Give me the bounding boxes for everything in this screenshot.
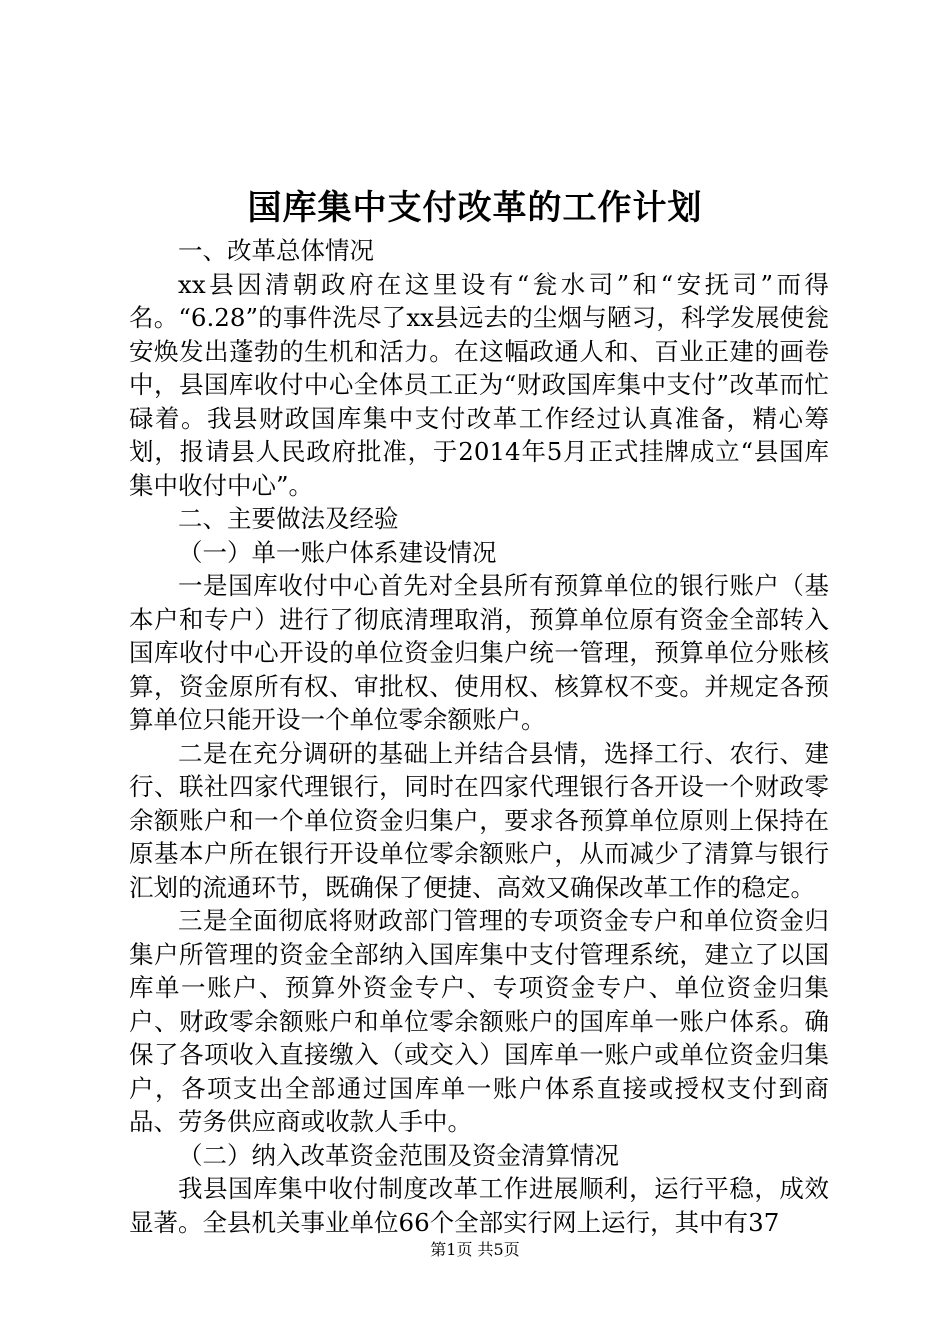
section-heading-1: 一、改革总体情况: [178, 236, 374, 265]
paragraph-progress: 我县国库集中收付制度改革工作进展顺利，运行平稳，成效显著。全县机关事业单位66个全部实行网上运行，其中有37: [129, 1174, 829, 1237]
section-heading-2: 二、主要做法及经验: [178, 504, 399, 533]
paragraph-third-point: 三是全面彻底将财政部门管理的专项资金专户和单位资金归集户所管理的资金全部纳入国库集中支付管理系统，建立了以国库单一账户、预算外资金专户、专项资金专户、单位资金归集户、财政零余额账户和单位零余额账户的国库单一账户体系。确保了各项收入直接缴入（或交入）国库单一账户或单位资金归集户，各项支出全部通过国库单一账户体系直接或授权支付到商品、劳务供应商或收款人手中。: [129, 906, 829, 1136]
page-footer: 第1页 共5页: [430, 1240, 520, 1259]
subsection-heading-1: （一）单一账户体系建设情况: [178, 537, 497, 567]
paragraph-overview: xx县因清朝政府在这里设有“瓮水司”和“安抚司”而得名。“6.28”的事件洗尽了xx县远去的尘烟与陋习，科学发展使瓮安焕发出蓬勃的生机和活力。在这幅政通人和、百业正建的画卷中，县国库收付中心全体员工正为“财政国库集中支付”改革而忙碌着。我县财政国库集中支付改革工作经过认真准备，精心筹划，报请县人民政府批准，于2014年5月正式挂牌成立“县国库集中收付中心”。: [129, 269, 829, 500]
paragraph-first-point: 一是国库收付中心首先对全县所有预算单位的银行账户（基本户和专户）进行了彻底清理取消，预算单位原有资金全部转入国库收付中心开设的单位资金归集户统一管理，预算单位分账核算，资金原所有权、审批权、使用权、核算权不变。并规定各预算单位只能开设一个单位零余额账户。: [129, 571, 829, 734]
document-body: [129, 234, 829, 1239]
subsection-heading-2: （二）纳入改革资金范围及资金清算情况: [178, 1140, 619, 1170]
paragraph-second-point: 二是在充分调研的基础上并结合县情，选择工行、农行、建行、联社四家代理银行，同时在四家代理银行各开设一个财政零余额账户和一个单位资金归集户，要求各预算单位原则上保持在原基本户所在银行开设单位零余额账户，从而减少了清算与银行汇划的流通环节，既确保了便捷、高效又确保改革工作的稳定。: [129, 738, 829, 902]
document-title: 国库集中支付改革的工作计划: [247, 188, 703, 228]
